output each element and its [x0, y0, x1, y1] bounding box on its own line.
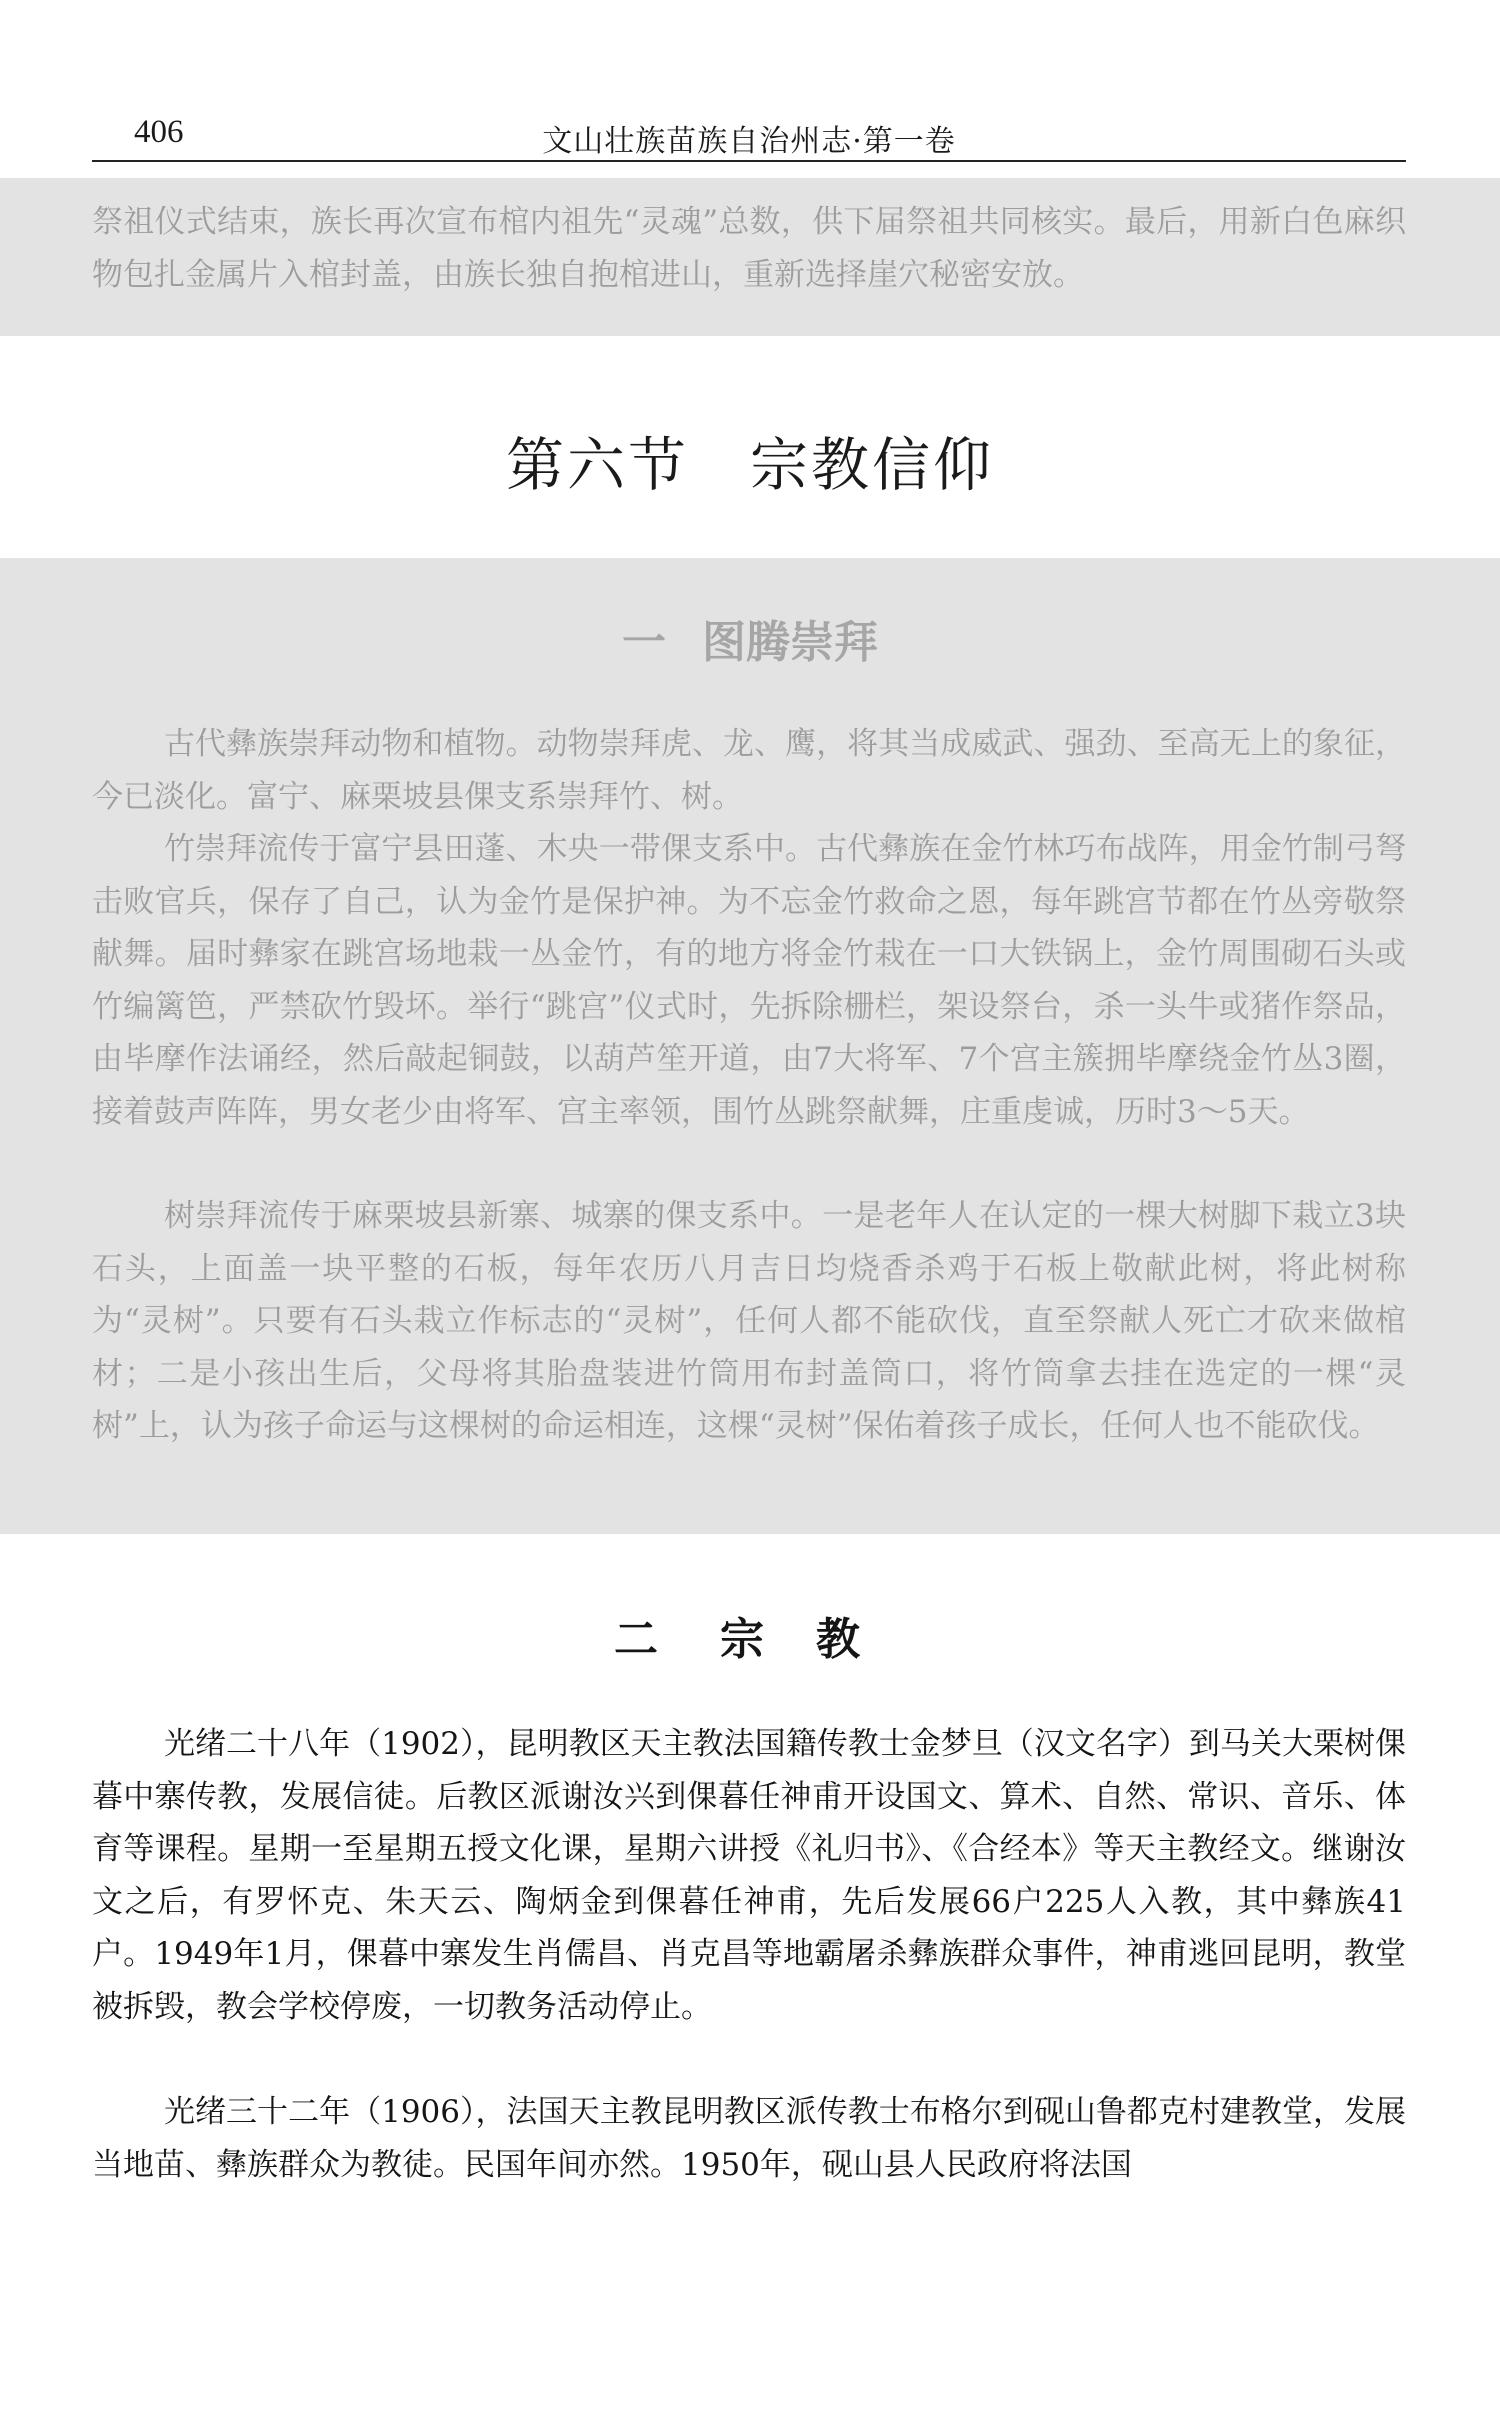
subsection-heading-totem: [0, 606, 1500, 670]
subsection-number: 二: [614, 1614, 658, 1665]
running-title: 文山壮族苗族自治州志·第一卷: [542, 124, 956, 159]
totem-paragraph-3: 树崇拜流传于麻栗坡县新寨、城寨的倮支系中。一是老年人在认定的一棵大树脚下栽立3块石头，上面盖一块平整的石板，每年农历八月吉日均烧香杀鸡于石板上敬献此树，将此树称为“灵树”。只要有石头栽立作标志的“灵树”，任何人都不能砍伐，直至祭献人死亡才砍来做棺材；二是小孩出生后，父母将其胎盘装进竹筒用布封盖筒口，将竹筒拿去挂在选定的一棵“灵树”上，认为孩子命运与这棵树的命运相连，这棵“灵树”保佑着孩子成长，任何人也不能砍伐。: [92, 1198, 1406, 1444]
subsection-title-char: 教: [816, 1614, 860, 1665]
subsection-title: 图腾崇拜: [702, 617, 878, 668]
totem-paragraph-2: 竹崇拜流传于富宁县田蓬、木央一带倮支系中。古代彝族在金竹林巧布战阵，用金竹制弓弩击败官兵，保存了自己，认为金竹是保护神。为不忘金竹救命之恩，每年跳宫节都在竹丛旁敬祭献舞。届时彝家在跳宫场地栽一丛金竹，有的地方将金竹栽在一口大铁锅上，金竹周围砌石头或竹编篱笆，严禁砍竹毁坏。举行“跳宫”仪式时，先拆除栅栏，架设祭台，杀一头牛或猪作祭品，由毕摩作法诵经，然后敲起铜鼓，以葫芦笙开道，由7大将军、7个宫主簇拥毕摩绕金竹丛3圈，接着鼓声阵阵，男女老少由将军、宫主率领，围竹丛跳祭献舞，庄重虔诚，历时3～5天。: [92, 831, 1406, 1130]
subsection-heading-religion: [0, 1603, 1500, 1667]
page-number: 406: [134, 114, 184, 150]
subsection-number: 一: [622, 617, 666, 668]
section-title: 第六节 宗教信仰: [505, 431, 994, 499]
carryover-paragraph: 祭祖仪式结束，族长再次宣布棺内祖先“灵魂”总数，供下届祭祖共同核实。最后，用新白色麻织物包扎金属片入棺封盖，由族长独自抱棺进山，重新选择崖穴秘密安放。: [92, 204, 1406, 293]
header-rule: [92, 160, 1406, 162]
totem-paragraph-1: 古代彝族崇拜动物和植物。动物崇拜虎、龙、鹰，将其当成威武、强劲、至高无上的象征，今已淡化。富宁、麻栗坡县倮支系崇拜竹、树。: [92, 726, 1406, 815]
religion-paragraph-1: 光绪二十八年（1902），昆明教区天主教法国籍传教士金梦旦（汉文名字）到马关大栗树倮暮中寨传教，发展信徒。后教区派谢汝兴到倮暮任神甫开设国文、算术、自然、常识、音乐、体育等课程。星期一至星期五授文化课，星期六讲授《礼归书》、《合经本》等天主教经文。继谢汝文之后，有罗怀克、朱天云、陶炳金到倮暮任神甫，先后发展66户225人入教，其中彝族41户。1949年1月，倮暮中寨发生肖儒昌、肖克昌等地霸屠杀彝族群众事件，神甫逃回昆明，教堂被拆毁，教会学校停废，一切教务活动停止。: [92, 1726, 1406, 2025]
subsection-title-char: 宗: [720, 1614, 764, 1665]
page-header: [92, 110, 1406, 160]
religion-paragraph-2: 光绪三十二年（1906），法国天主教昆明教区派传教士布格尔到砚山鲁都克村建教堂，发展当地苗、彝族群众为教徒。民国年间亦然。1950年，砚山县人民政府将法国: [92, 2094, 1406, 2183]
